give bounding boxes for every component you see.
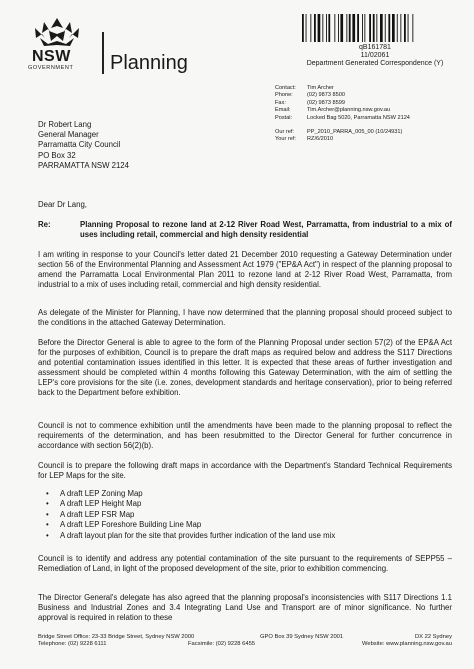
letter-footer bbox=[38, 634, 452, 648]
body-paragraph: The Director General's delegate has also agreed that the planning proposal's inconsistencies with S117 Directions 1.1 Business and Industrial Zones and 3.4 Integrating Land Use and Transport are of minor significance. No further approval is required in relation to these bbox=[38, 593, 452, 622]
barcode-date: 11/02061 bbox=[360, 52, 390, 59]
barcode-category: Department Generated Correspondence (Y) bbox=[306, 60, 444, 67]
bullet-icon: • bbox=[46, 530, 49, 540]
contact-row: Phone: (02) 9873 8500 bbox=[275, 92, 345, 99]
contact-row: Email: Tim.Archer@planning.nsw.gov.au bbox=[275, 107, 391, 114]
footer-office-address: Bridge Street Office: 23-33 Bridge Street, Sydney NSW 2000 bbox=[38, 634, 195, 640]
contact-block bbox=[275, 85, 410, 122]
nsw-planning-logo bbox=[18, 14, 188, 74]
footer-facsimile: Facsimile: (02) 9228 6455 bbox=[188, 641, 256, 648]
footer-website: Website: www.planning.nsw.gov.au bbox=[361, 641, 452, 648]
contact-row: Contact: Tim Archer bbox=[275, 85, 334, 91]
subject-label: Re: bbox=[38, 220, 51, 229]
footer-row bbox=[38, 634, 452, 641]
list-item: • A draft LEP Zoning Map bbox=[46, 489, 143, 498]
address-line: Parramatta City Council bbox=[38, 140, 121, 150]
reference-block bbox=[275, 129, 402, 144]
logo-divider bbox=[102, 32, 104, 74]
recipient-address bbox=[38, 120, 129, 171]
address-line: General Manager bbox=[38, 130, 99, 140]
bullet-icon: • bbox=[46, 520, 49, 530]
logo-nsw-text: NSW bbox=[32, 48, 71, 65]
subject-line: Planning Proposal to rezone land at 2-12 River Road West, Parramatta, from industrial to a mix of uses including retail, commercial and high density residential bbox=[80, 220, 452, 240]
footer-postal: GPO Box 39 Sydney NSW 2001 bbox=[260, 634, 344, 640]
body-paragraph: Council is to prepare the following draft maps in accordance with the Department's Standard Technical Requirements for LEP Maps for the site. bbox=[38, 461, 452, 480]
draft-maps-list bbox=[46, 489, 452, 541]
footer-telephone: Telephone: (02) 9228 6111 bbox=[38, 641, 107, 648]
bullet-icon: • bbox=[46, 489, 49, 498]
body-paragraph: Council is to identify and address any potential contamination of the site pursuant to the requirements of SEPP55 – Remediation of Land, in light of the proposed development of the site, prior to exhibition commencing. bbox=[38, 554, 452, 573]
barcode-code: qB161781 bbox=[359, 44, 391, 51]
footer-dx: DX 22 Sydney bbox=[414, 634, 452, 640]
body-paragraph: As delegate of the Minister for Planning, I have now determined that the planning proposal should proceed subject to the conditions in the attached Gateway Determination. bbox=[38, 308, 452, 327]
footer-row bbox=[38, 641, 452, 648]
body-paragraph: Before the Director General is able to agree to the form of the Planning Proposal under section 57(2) of the EP&A Act for the purposes of exhibition, Council is to prepare the draft maps as required below and address the S117 Directions and potential contamination issues identified in this letter. It is expected that these areas of further investigation and assessment should be completed within 4 months following this Gateway Determination, with the aim of settling the LEP's core provisions for the site (i.e. zones, development standards and heritage conservation), prior to being referred back to the Department before exhibition. bbox=[38, 338, 452, 397]
body-paragraph: I am writing in response to your Council's letter dated 21 December 2010 requesting a Gateway Determination under section 56 of the Environmental Planning and Assessment Act 1979 ("EP&A Act") in respect of the planning proposal to amend the Parramatta Local Environmental Plan 2011 to rezone land at 2-12 River Road West, Parramatta, from industrial to a mix of uses including retail, commercial and high density residential. bbox=[38, 250, 452, 289]
reference-row: Your ref: RZ/6/2010 bbox=[275, 136, 334, 143]
list-item: • A draft LEP Foreshore Building Line Map bbox=[46, 520, 202, 530]
logo-government-text: GOVERNMENT bbox=[28, 65, 74, 71]
list-item: • A draft LEP FSR Map bbox=[46, 509, 135, 519]
salutation: Dear Dr Lang, bbox=[38, 200, 87, 209]
contact-row: Postal: Locked Bag 5020, Parramatta NSW 2124 bbox=[275, 114, 410, 121]
bullet-icon: • bbox=[46, 499, 49, 509]
address-line: PO Box 32 bbox=[38, 150, 76, 160]
contact-row: Fax: (02) 9873 8599 bbox=[275, 99, 345, 106]
address-line: PARRAMATTA NSW 2124 bbox=[38, 160, 129, 170]
reference-row: Our ref: PP_2010_PARRA_005_00 (10/24931) bbox=[275, 129, 403, 135]
list-item: • A draft LEP Height Map bbox=[46, 499, 142, 509]
address-line: Dr Robert Lang bbox=[38, 120, 92, 129]
barcode-meta bbox=[300, 44, 450, 68]
barcode-graphic bbox=[300, 14, 450, 42]
body-paragraph: Council is not to commence exhibition until the amendments have been made to the planning proposal to reflect the requirements of the determination, and has been resubmitted to the Director General for further concurrence in accordance with section 56(2)(b). bbox=[38, 421, 452, 450]
logo-department-name: Planning bbox=[110, 52, 188, 74]
bullet-icon: • bbox=[46, 509, 49, 519]
list-item: • A draft layout plan for the site that provides further indication of the land use mix bbox=[46, 530, 336, 540]
